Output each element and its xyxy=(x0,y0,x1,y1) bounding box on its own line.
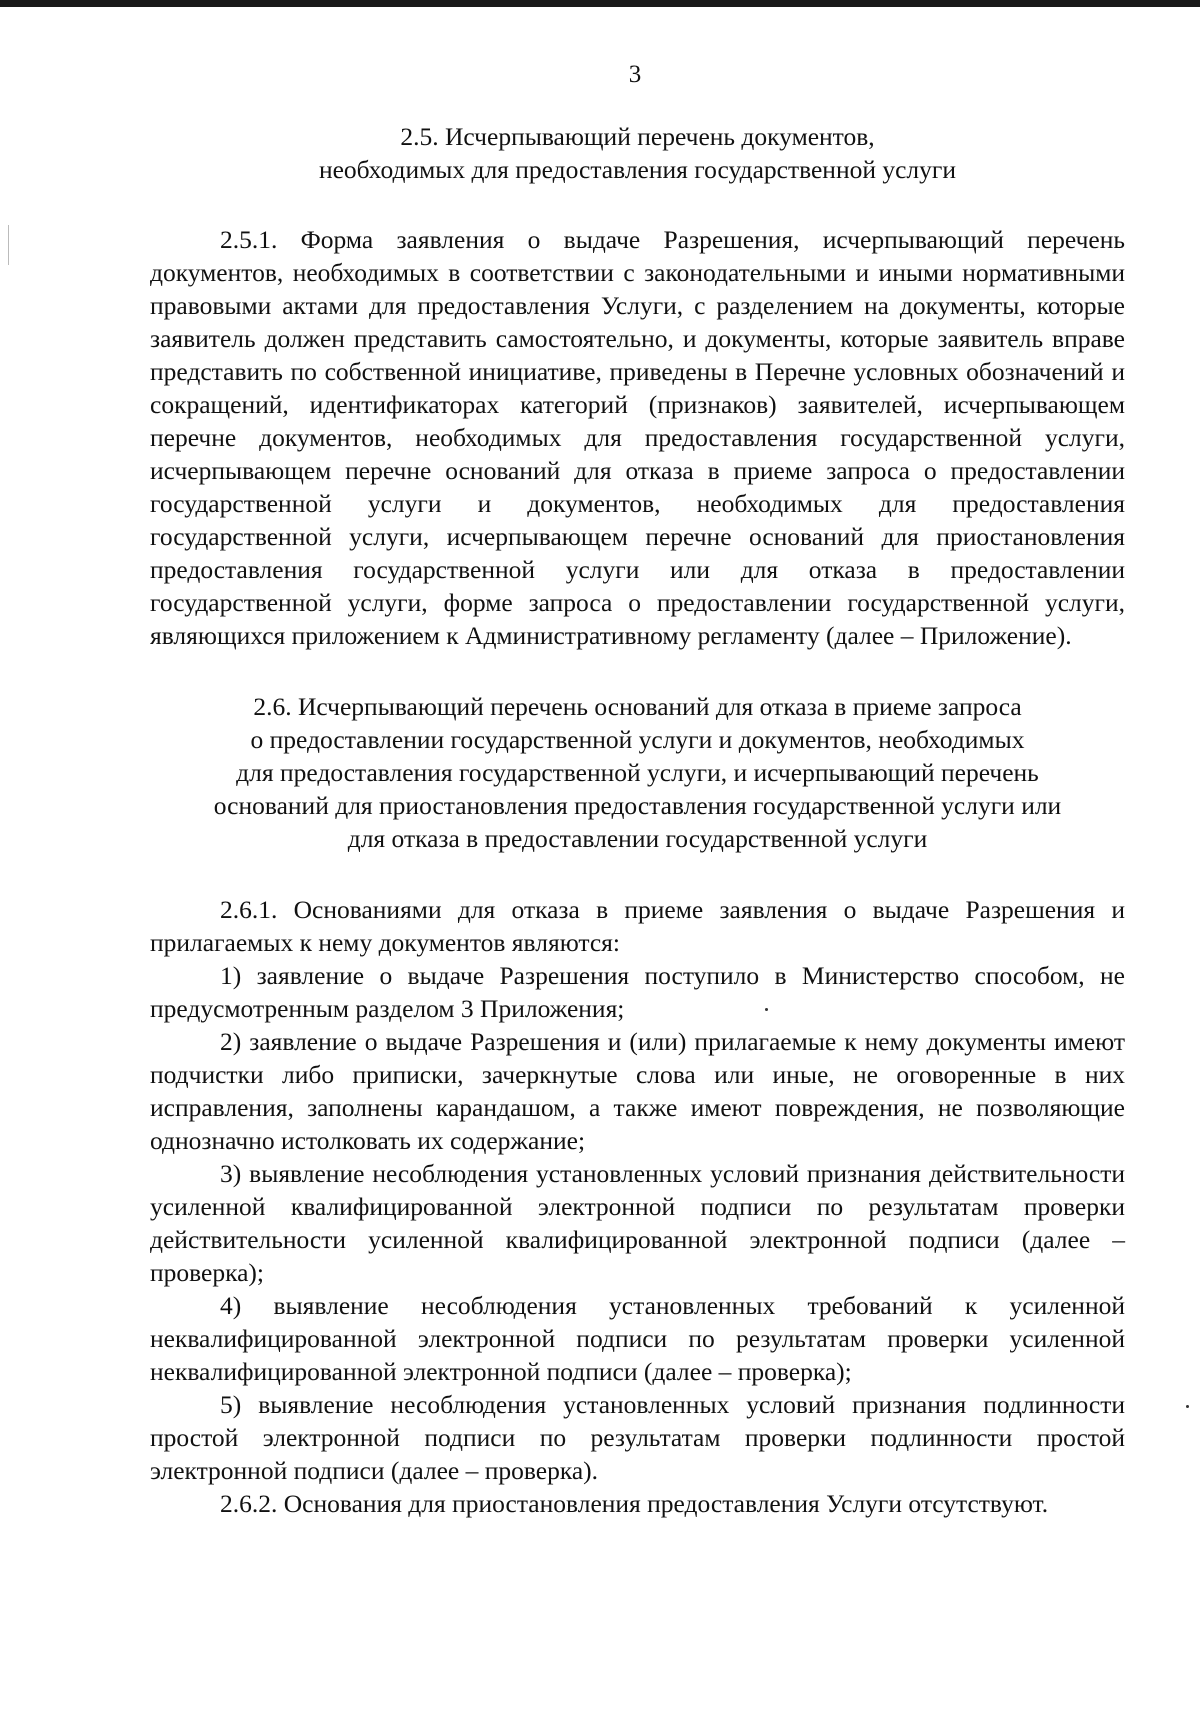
heading-line: о предоставлении государственной услуги и документов, необходимых xyxy=(250,725,1025,754)
heading-line: 2.6. Исчерпывающий перечень оснований для отказа в приеме запроса xyxy=(253,692,1022,721)
list-item-1: 1) заявление о выдаче Разрешения поступило в Министерство способом, не предусмотренным разделом 3 Приложения; xyxy=(150,961,1125,1023)
page-number: 3 xyxy=(628,61,642,88)
section-2-6-heading xyxy=(150,690,1125,855)
list-item-3: 3) выявление несоблюдения установленных условий признания действительности усиленной квалифицированной электронной подписи по результатам проверки действительности усиленной квалифицированной электронной подписи (далее – проверка); xyxy=(150,1159,1125,1287)
scan-margin-artifact xyxy=(8,225,9,265)
heading-line: для предоставления государственной услуги, и исчерпывающий перечень xyxy=(236,758,1039,787)
list-item-4: 4) выявление несоблюдения установленных требований к усиленной неквалифицированной электронной подписи по результатам проверки усиленной неквалифицированной электронной подписи (далее – проверка); xyxy=(150,1291,1125,1386)
scan-top-edge xyxy=(0,0,1200,7)
list-item-2: 2) заявление о выдаче Разрешения и (или) прилагаемые к нему документы имеют подчистки либо приписки, зачеркнутые слова или иные, не оговоренные в них исправления, заполнены карандашом, а также имеют повреждения, не позволяющие однозначно истолковать их содержание; xyxy=(150,1027,1125,1155)
paragraph-2-6-2: 2.6.2. Основания для приостановления предоставления Услуги отсутствуют. xyxy=(220,1489,1049,1518)
section-2-5-heading xyxy=(150,120,1125,186)
scan-speck xyxy=(765,1008,768,1011)
paragraph-2-5-1: 2.5.1. Форма заявления о выдаче Разрешения, исчерпывающий перечень документов, необходимых в соответствии с законодательными и иными нормативными правовыми актами для предоставления Услуги, с разделением на документы, которые заявитель должен представить самостоятельно, и документы, которые заявитель вправе представить по собственной инициативе, приведены в Перечне условных обозначений и сокращений, идентификаторах категорий (признаков) заявителей, исчерпывающем перечне документов, необходимых для предоставления государственной услуги, исчерпывающем перечне оснований для отказа в приеме запроса о предоставлении государственной услуги и документов, необходимых для предоставления государственной услуги, исчерпывающем перечне оснований для приостановления предоставления государственной услуги или для отказа в предоставлении государственной услуги, форме запроса о предоставлении государственной услуги, являющихся приложением к Административному регламенту (далее – Приложение). xyxy=(150,225,1125,650)
heading-line: 2.5. Исчерпывающий перечень документов, xyxy=(400,122,875,151)
scan-speck xyxy=(1186,1405,1189,1408)
heading-line: необходимых для предоставления государственной услуги xyxy=(318,155,957,184)
list-item-5: 5) выявление несоблюдения установленных условий признания подлинности простой электронной подписи по результатам проверки подлинности простой электронной подписи (далее – проверка). xyxy=(150,1390,1125,1485)
paragraph-2-6-1: 2.6.1. Основаниями для отказа в приеме заявления о выдаче Разрешения и прилагаемых к нему документов являются: xyxy=(150,895,1125,957)
heading-line: оснований для приостановления предоставления государственной услуги или xyxy=(213,791,1062,820)
document-body xyxy=(150,120,1125,1520)
heading-line: для отказа в предоставлении государственной услуги xyxy=(347,824,928,853)
